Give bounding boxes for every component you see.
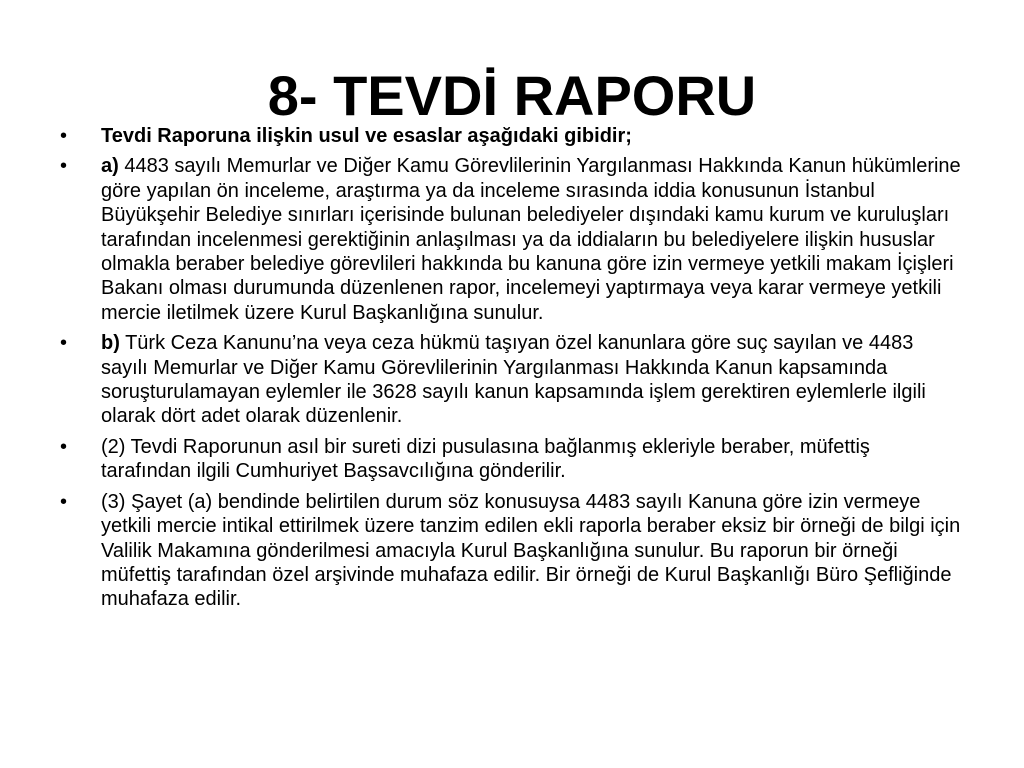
bullet-lead: Tevdi Raporuna ilişkin usul ve esaslar aşağıdaki gibidir; xyxy=(101,125,632,147)
bullet-icon: • xyxy=(60,435,68,458)
bullet-item-2 xyxy=(60,435,965,484)
bullet-icon: • xyxy=(60,490,68,513)
bullet-icon: • xyxy=(60,125,68,147)
bullet-item-3 xyxy=(60,490,965,612)
bullet-lead: a) xyxy=(101,155,119,178)
bullet-text: Türk Ceza Kanunu’na veya ceza hükmü taşıyan özel kanunlara göre suç sayılan ve 4483 sayılı Memurlar ve Diğer Kamu Görevlilerinin Yargılanması Hakkında Kanun kapsamında soruşturulamayan eylemler ile 3628 sayılı kanun kapsamında işlem gerektiren eylemlerle ilgili olarak dört adet olarak düzenlenir. xyxy=(101,332,926,428)
bullet-text: (2) Tevdi Raporunun asıl bir sureti dizi pusulasına bağlanmış ekleriyle beraber, müfettiş tarafından ilgili Cumhuriyet Başsavcılığına gönderilir. xyxy=(101,435,870,483)
bullet-item-a xyxy=(60,154,965,325)
bullet-item-intro xyxy=(60,124,965,148)
bullet-icon: • xyxy=(60,155,68,178)
bullet-icon: • xyxy=(60,332,68,355)
bullet-text: (3) Şayet (a) bendinde belirtilen durum söz konusuysa 4483 sayılı Kanuna göre izin vermeye yetkili mercie intikal ettirilmek üzere tanzim edilen ekli raporla beraber eksiz bir örneği de bilgi için Valilik Makamına gönderilmesi amacıyla Kurul Başkanlığına sunulur. Bu raporun bir örneği müfettiş tarafından özel arşivinde muhafaza edilir. Bir örneği de Kurul Başkanlığı Büro Şefliğinde muhafaza edilir. xyxy=(101,490,961,611)
bullet-item-b xyxy=(60,331,965,429)
bullet-text: 4483 sayılı Memurlar ve Diğer Kamu Görevlilerinin Yargılanması Hakkında Kanun hükümlerine göre yapılan ön inceleme, araştırma ya da inceleme sırasında iddia konusunun İstanbul Büyükşehir Belediye sınırları içerisinde bulunan belediyeler dışındaki kamu kurum ve kuruluşları tarafından incelenmesi gerektiğinin anlaşılması ya da iddiaların bu belediyelere ilişkin hususlar olmakla beraber belediye görevlileri hakkında bu kanuna göre izin vermeye yetkili makam İçişleri Bakanı olması durumunda düzenlenen rapor, incelemeyi yaptırmaya veya karar vermeye yetkili mercie iletilmek üzere Kurul Başkanlığına sunulur. xyxy=(101,155,961,324)
bullet-list xyxy=(60,124,965,618)
slide-title: 8- TEVDİ RAPORU xyxy=(267,64,757,127)
bullet-lead: b) xyxy=(101,332,120,355)
